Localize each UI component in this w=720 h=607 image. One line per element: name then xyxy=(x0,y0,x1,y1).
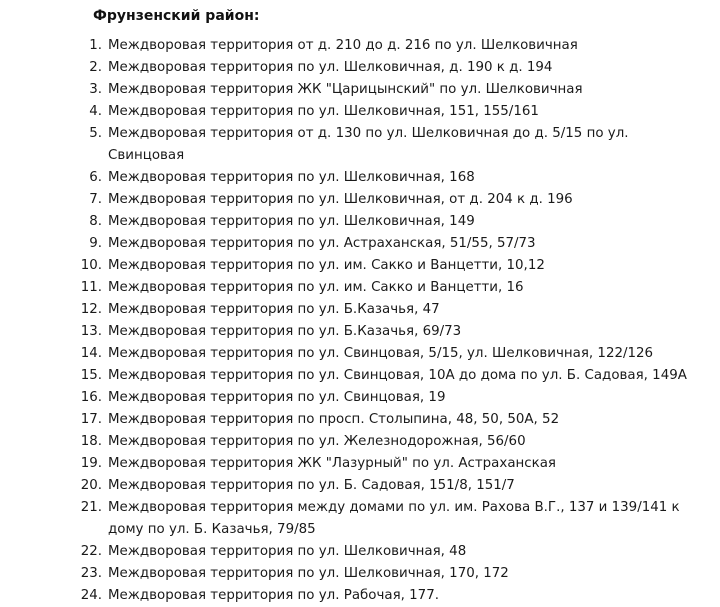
list-item xyxy=(0,101,720,123)
list-item-number: 21. xyxy=(80,500,102,515)
list-item-text: Междворовая территория по ул. Б.Казачья, 69/73 xyxy=(108,324,462,339)
list-item-number: 22. xyxy=(80,544,102,559)
list-item-number: 6. xyxy=(89,170,102,185)
list-item-text: Междворовая территория по ул. Шелковичная, от д. 204 к д. 196 xyxy=(108,192,573,207)
list-item-number: 20. xyxy=(80,478,102,493)
list-item xyxy=(0,431,720,453)
list-item xyxy=(0,79,720,101)
list-item-number: 8. xyxy=(89,214,102,229)
list-item-text: Междворовая территория по ул. Свинцовая, 10А до дома по ул. Б. Садовая, 149А xyxy=(108,368,687,383)
list-item-number: 7. xyxy=(89,192,102,207)
list-item-text: Междворовая территория от д. 130 по ул. Шелковичная до д. 5/15 по ул. Свинцовая xyxy=(108,126,629,163)
list-item xyxy=(0,211,720,233)
list-item-text: Междворовая территория по ул. Рабочая, 177. xyxy=(108,588,439,603)
list-item-text: Междворовая территория ЖК "Лазурный" по ул. Астраханская xyxy=(108,456,556,471)
list-item-number: 5. xyxy=(89,126,102,141)
list-item xyxy=(0,189,720,211)
territory-list xyxy=(0,35,720,607)
list-item-text: Междворовая территория по ул. Железнодорожная, 56/60 xyxy=(108,434,526,449)
list-item-text: Междворовая территория по ул. Свинцовая, 5/15, ул. Шелковичная, 122/126 xyxy=(108,346,654,361)
list-item-text: Междворовая территория между домами по ул. им. Рахова В.Г., 137 и 139/141 к дому по ул. Б. Казачья, 79/85 xyxy=(108,500,680,537)
list-item xyxy=(0,409,720,431)
list-item-text: Междворовая территория по ул. Б. Садовая, 151/8, 151/7 xyxy=(108,478,515,493)
list-item-number: 10. xyxy=(80,258,102,273)
list-item-text: Междворовая территория по ул. Шелковичная, 48 xyxy=(108,544,467,559)
list-item xyxy=(0,475,720,497)
list-item-text: Междворовая территория по ул. Свинцовая, 19 xyxy=(108,390,446,405)
list-item xyxy=(0,563,720,585)
list-item-number: 9. xyxy=(89,236,102,251)
list-item xyxy=(0,233,720,255)
list-item-text: Междворовая территория по ул. Б.Казачья, 47 xyxy=(108,302,440,317)
list-item-number: 3. xyxy=(89,82,102,97)
list-item-number: 13. xyxy=(80,324,102,339)
list-item xyxy=(0,541,720,563)
district-heading: Фрунзенский район: xyxy=(93,8,260,24)
list-item-text: Междворовая территория ЖК "Царицынский" по ул. Шелковичная xyxy=(108,82,583,97)
list-item xyxy=(0,35,720,57)
list-item-number: 19. xyxy=(80,456,102,471)
list-item-text: Междворовая территория по ул. им. Сакко и Ванцетти, 16 xyxy=(108,280,524,295)
list-item-number: 16. xyxy=(80,390,102,405)
list-item-text: Междворовая территория по ул. Шелковичная, 170, 172 xyxy=(108,566,509,581)
list-item-number: 1. xyxy=(89,38,102,53)
list-item-number: 2. xyxy=(89,60,102,75)
list-item xyxy=(0,167,720,189)
list-item-text: Междворовая территория по ул. Шелковичная, 168 xyxy=(108,170,475,185)
list-item xyxy=(0,255,720,277)
list-item-number: 18. xyxy=(80,434,102,449)
list-item-number: 23. xyxy=(80,566,102,581)
list-item xyxy=(0,365,720,387)
list-item-text: Междворовая территория по ул. Шелковичная, 151, 155/161 xyxy=(108,104,539,119)
list-item xyxy=(0,585,720,607)
list-item-text: Междворовая территория по ул. им. Сакко и Ванцетти, 10,12 xyxy=(108,258,545,273)
list-item-text: Междворовая территория по ул. Астраханская, 51/55, 57/73 xyxy=(108,236,536,251)
list-item-number: 14. xyxy=(80,346,102,361)
list-item xyxy=(0,321,720,343)
list-item-text: Междворовая территория по ул. Шелковичная, д. 190 к д. 194 xyxy=(108,60,553,75)
list-item-number: 12. xyxy=(80,302,102,317)
list-item xyxy=(0,453,720,475)
list-item xyxy=(0,343,720,365)
list-item-number: 4. xyxy=(89,104,102,119)
list-item-number: 17. xyxy=(80,412,102,427)
list-item xyxy=(0,497,720,541)
list-item xyxy=(0,277,720,299)
list-item xyxy=(0,57,720,79)
list-item-number: 11. xyxy=(80,280,102,295)
list-item-text: Междворовая территория по просп. Столыпина, 48, 50, 50А, 52 xyxy=(108,412,560,427)
list-item xyxy=(0,299,720,321)
list-item xyxy=(0,123,720,167)
list-item-text: Междворовая территория по ул. Шелковичная, 149 xyxy=(108,214,475,229)
list-item-number: 15. xyxy=(80,368,102,383)
list-item xyxy=(0,387,720,409)
list-item-number: 24. xyxy=(80,588,102,603)
list-item-text: Междворовая территория от д. 210 до д. 216 по ул. Шелковичная xyxy=(108,38,578,53)
